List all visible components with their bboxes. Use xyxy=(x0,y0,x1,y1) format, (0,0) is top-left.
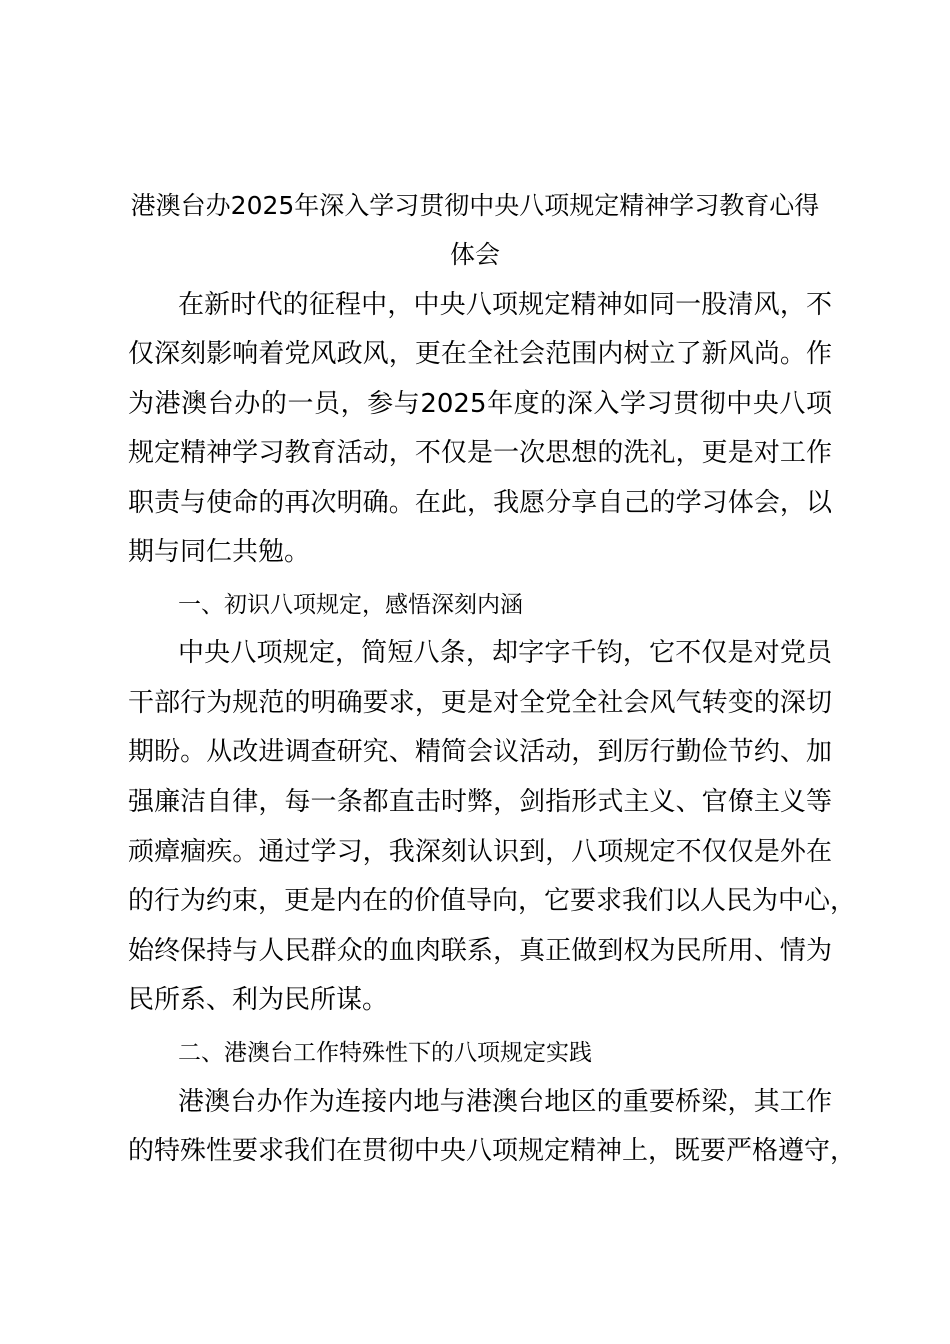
document-title-line-1: 港澳台办2025年深入学习贯彻中央八项规定精神学习教育心得 xyxy=(130,191,820,220)
paragraph-line: 顽瘴痼疾。通过学习，我深刻认识到，八项规定不仅仅是外在 xyxy=(128,837,832,867)
section-heading-2: 二、港澳台工作特殊性下的八项规定实践 xyxy=(178,1040,592,1066)
paragraph-line: 规定精神学习教育活动，不仅是一次思想的洗礼，更是对工作 xyxy=(128,438,832,468)
paragraph-line: 中央八项规定，简短八条，却字字千钧，它不仅是对党员 xyxy=(178,638,832,668)
paragraph-line: 期与同仁共勉。 xyxy=(128,537,311,567)
paragraph-line: 的特殊性要求我们在贯彻中央八项规定精神上，既要严格遵守， xyxy=(128,1136,857,1166)
paragraph-line: 为港澳台办的一员，参与2025年度的深入学习贯彻中央八项 xyxy=(128,389,832,419)
section-heading-1: 一、初识八项规定，感悟深刻内涵 xyxy=(178,592,523,618)
paragraph-line: 仅深刻影响着党风政风，更在全社会范围内树立了新风尚。作 xyxy=(128,339,832,369)
document-title-line-2: 体会 xyxy=(449,240,500,269)
paragraph-line: 期盼。从改进调查研究、精简会议活动，到厉行勤俭节约、加 xyxy=(128,737,832,767)
paragraph-line: 在新时代的征程中，中央八项规定精神如同一股清风，不 xyxy=(178,290,832,320)
paragraph-line: 职责与使命的再次明确。在此，我愿分享自己的学习体会，以 xyxy=(128,488,832,518)
paragraph-line: 干部行为规范的明确要求，更是对全党全社会风气转变的深切 xyxy=(128,688,832,718)
paragraph-line: 民所系、利为民所谋。 xyxy=(128,985,389,1015)
paragraph-line: 始终保持与人民群众的血肉联系，真正做到权为民所用、情为 xyxy=(128,936,832,966)
paragraph-line: 强廉洁自律，每一条都直击时弊，剑指形式主义、官僚主义等 xyxy=(128,787,832,817)
paragraph-line: 港澳台办作为连接内地与港澳台地区的重要桥梁，其工作 xyxy=(178,1087,832,1117)
paragraph-line: 的行为约束，更是内在的价值导向，它要求我们以人民为中心， xyxy=(128,886,857,916)
